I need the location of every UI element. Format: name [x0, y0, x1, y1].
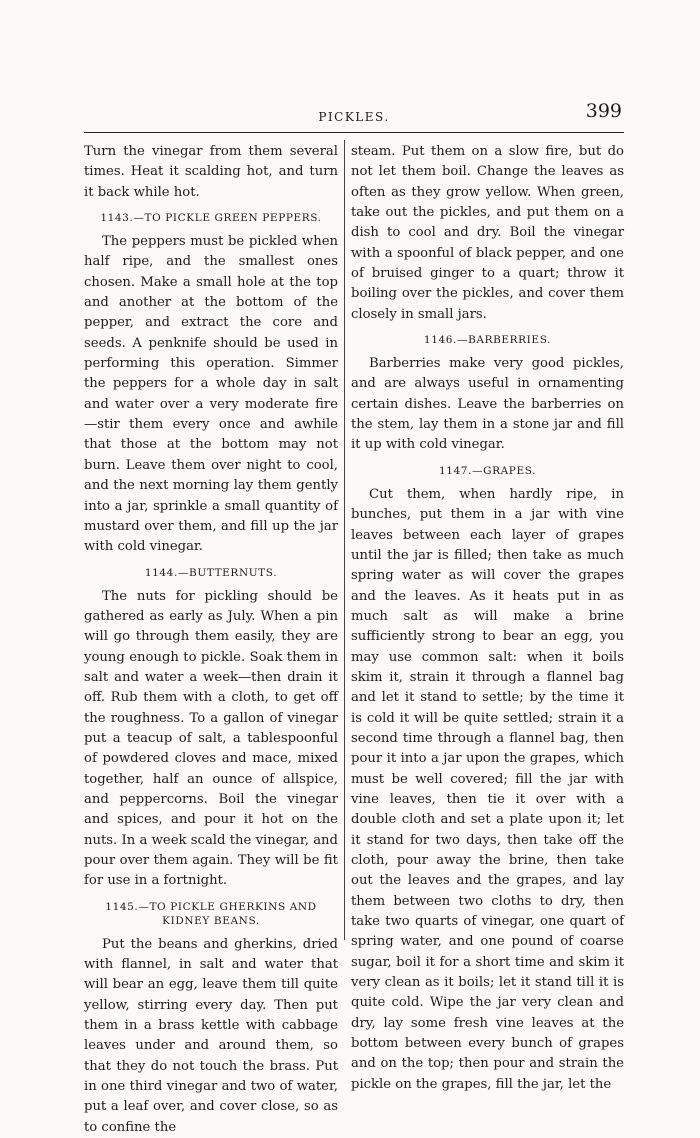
continued-paragraph: Turn the vinegar from them several times. Heat it scalding hot, and turn it back while hot.	[84, 144, 338, 200]
recipe-text-1143: The peppers must be pickled when half ripe, and the smallest ones chosen. Make a small hole at the top and another at the bottom of the pepper, and extract the core and seeds. A penknife should be used in performing this operation. Simmer the peppers for a whole day in salt and water over a very moderate fire —stir them every once and awhile that those at the bottom may not burn. Leave them over night to cool, and the next morning lay them gently into a jar, sprinkle a small quantity of mustard over them, and fill up the jar with cold vinegar.	[84, 234, 338, 555]
column-divider	[344, 140, 345, 940]
header-rule	[84, 132, 624, 133]
recipe-heading-1143: 1143.—TO PICKLE GREEN PEPPERS.	[100, 212, 322, 225]
running-head	[84, 100, 624, 130]
recipe-text-1147: Cut them, when hardly ripe, in bunches, put them in a jar with vine leaves between each layer of grapes until the jar is filled; then take as much spring water as will cover the grapes and the leaves. As it heats put in as much salt as will make a brine sufficiently strong to bear an egg, you may use common salt: when it boils skim it, strain it through a flannel bag and let it stand to settle; by the time it is cold it will be quite settled; strain it a second time through a flannel bag, then pour it into a jar upon the grapes, which must be well covered; fill the jar with vine leaves, then tie it over with a double cloth and set a plate upon it; let it stand for two days, then take off the cloth, pour away the brine, then take out the leaves and the grapes, and lay them between two cloths to dry, then take two quarts of vinegar, one quart of spring water, and one pound of coarse sugar, boil it for a short time and skim it very clean as it boils; let it stand till it is quite cold. Wipe the jar very clean and dry, lay some fresh vine leaves at the bottom between every bunch of grapes and on the top; then pour and strain the pickle on the grapes, fill the jar, let the	[351, 486, 624, 1092]
running-title: PICKLES.	[318, 110, 390, 124]
recipe-text-1146: Barberries make very good pickles, and are always useful in ornamenting certain dishes. Leave the barberries on the stem, lay them in a stone jar and fill it up with cold vinegar.	[351, 356, 624, 453]
recipe-heading-1147: 1147.—GRAPES.	[438, 464, 537, 477]
recipe-heading-1146: 1146.—BARBERRIES.	[423, 334, 552, 347]
right-column	[351, 142, 624, 1095]
page-number: 399	[585, 100, 622, 122]
continued-paragraph-right: steam. Put them on a slow fire, but do not let them boil. Change the leaves as often as they grow yellow. When green, take out the pickles, and put them on a dish to cool and dry. Boil the vinegar with a spoonful of black pepper, and one of bruised ginger to a quart; throw it boiling over the pickles, and cover them closely in small jars.	[351, 144, 624, 322]
recipe-heading-1145: 1145.—TO PICKLE GHERKINS AND KIDNEY BEANS.	[105, 900, 317, 927]
recipe-heading-1144: 1144.—BUTTERNUTS.	[144, 566, 278, 579]
left-column	[84, 142, 338, 1138]
recipe-text-1145: Put the beans and gherkins, dried with flannel, in salt and water that will bear an egg, leave them till quite yellow, stirring every day. Then put them in a brass kettle with cabbage leaves under and around them, so that they do not touch the brass. Put in one third vinegar and two of water, put a leaf over, and cover close, so as to confine the	[84, 936, 338, 1135]
recipe-text-1144: The nuts for pickling should be gathered as early as July. When a pin will go through them easily, they are young enough to pickle. Soak them in salt and water a week—then drain it off. Rub them with a cloth, to get off the roughness. To a gallon of vinegar put a teacup of salt, a tablespoonful of powdered cloves and mace, mixed together, half an ounce of allspice, and peppercorns. Boil the vinegar and spices, and pour it hot on the nuts. In a week scald the vinegar, and pour over them again. They will be fit for use in a fortnight.	[84, 588, 338, 889]
